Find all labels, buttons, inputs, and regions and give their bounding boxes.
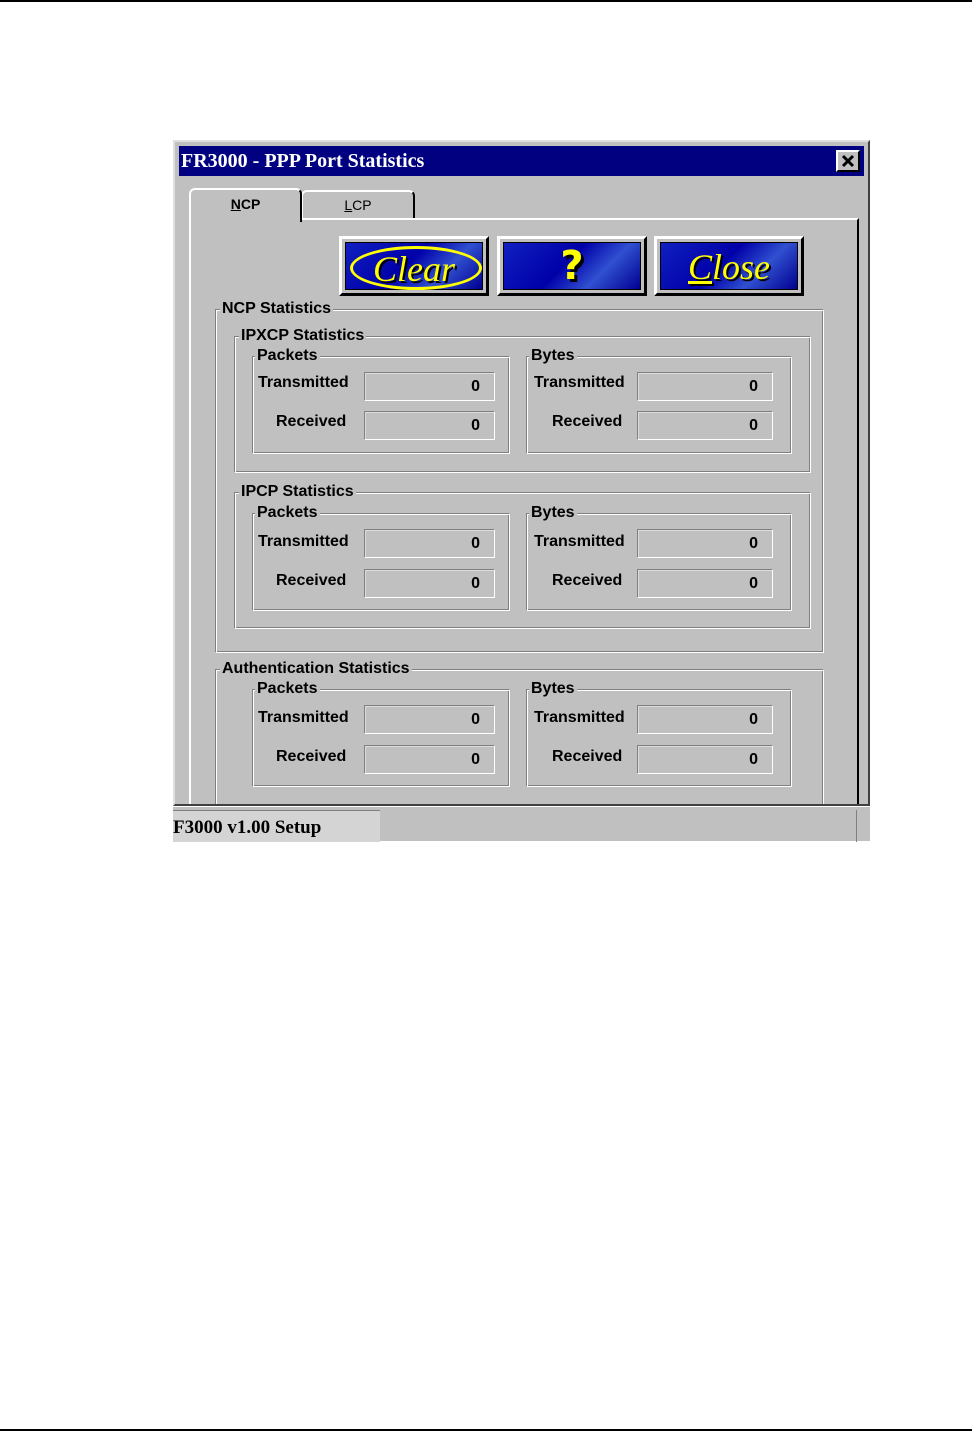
clear-button[interactable]: [339, 236, 489, 296]
close-button[interactable]: [654, 236, 804, 296]
ipcp-packets-received-field: 0: [364, 569, 495, 598]
tab-lcp-mnemonic: L: [344, 197, 353, 213]
status-bar: [173, 806, 870, 841]
auth-packets-transmitted-field: 0: [364, 705, 495, 734]
auth-bytes-transmitted-label: Transmitted: [534, 709, 625, 726]
ipcp-packets-received-label: Received: [276, 572, 347, 589]
title-bar: [179, 146, 864, 176]
close-button-rest: lose: [712, 247, 770, 287]
help-button[interactable]: [497, 236, 647, 296]
auth-packets-title: Packets: [257, 680, 318, 697]
tab-lcp[interactable]: [301, 190, 415, 220]
clear-button-label: Clear: [372, 249, 455, 289]
status-text: F3000 v1.00 Setup: [173, 810, 380, 842]
close-button-label: [661, 246, 797, 288]
help-button-face: [503, 242, 641, 290]
close-button-mnemonic: C: [687, 247, 712, 287]
auth-bytes-transmitted-field: 0: [637, 705, 773, 734]
tab-ncp-rest: CP: [240, 196, 261, 212]
ipxcp-statistics-title: IPXCP Statistics: [241, 327, 365, 344]
auth-bytes-received-label: Received: [552, 748, 623, 765]
auth-packets-transmitted-label: Transmitted: [258, 709, 349, 726]
tab-lcp-label: [303, 192, 413, 213]
clear-button-face: [345, 242, 483, 290]
ipcp-bytes-transmitted-field: 0: [637, 529, 773, 558]
close-window-button[interactable]: [836, 150, 860, 172]
question-mark-icon: ?: [560, 243, 584, 289]
authentication-statistics-title: Authentication Statistics: [222, 660, 410, 677]
size-grip[interactable]: [856, 810, 870, 842]
auth-packets-received-field: 0: [364, 745, 495, 774]
ipcp-packets-title: Packets: [257, 504, 318, 521]
ncp-statistics-title: NCP Statistics: [222, 300, 332, 317]
window-title: FR3000 - PPP Port Statistics: [181, 150, 425, 172]
port-statistics-dialog: [173, 140, 870, 806]
tab-lcp-rest: CP: [352, 197, 372, 213]
ipcp-packets-transmitted-field: 0: [364, 529, 495, 558]
auth-packets-received-label: Received: [276, 748, 347, 765]
ipxcp-packets-title: Packets: [257, 347, 318, 364]
ipxcp-bytes-received-field: 0: [637, 411, 773, 440]
ipxcp-bytes-title: Bytes: [531, 347, 575, 364]
ipcp-bytes-title: Bytes: [531, 504, 575, 521]
close-icon: [841, 154, 855, 168]
close-button-face: [660, 242, 798, 290]
tab-ncp-label: [191, 190, 300, 212]
ipxcp-bytes-received-label: Received: [552, 413, 623, 430]
page-bottom-rule: [0, 1429, 972, 1431]
auth-bytes-received-field: 0: [637, 745, 773, 774]
ipxcp-bytes-transmitted-label: Transmitted: [534, 374, 625, 391]
ipcp-packets-transmitted-label: Transmitted: [258, 533, 349, 550]
ipxcp-packets-transmitted-field: 0: [364, 372, 495, 401]
tab-ncp-mnemonic: N: [230, 196, 241, 212]
ipcp-statistics-title: IPCP Statistics: [241, 483, 354, 500]
ipcp-bytes-received-label: Received: [552, 572, 623, 589]
page-top-rule: [0, 0, 972, 2]
ipcp-bytes-transmitted-label: Transmitted: [534, 533, 625, 550]
ipxcp-packets-received-label: Received: [276, 413, 347, 430]
tab-ncp[interactable]: [189, 188, 302, 222]
ipcp-bytes-received-field: 0: [637, 569, 773, 598]
ipxcp-packets-received-field: 0: [364, 411, 495, 440]
ipxcp-bytes-transmitted-field: 0: [637, 372, 773, 401]
ipxcp-packets-transmitted-label: Transmitted: [258, 374, 349, 391]
auth-bytes-title: Bytes: [531, 680, 575, 697]
